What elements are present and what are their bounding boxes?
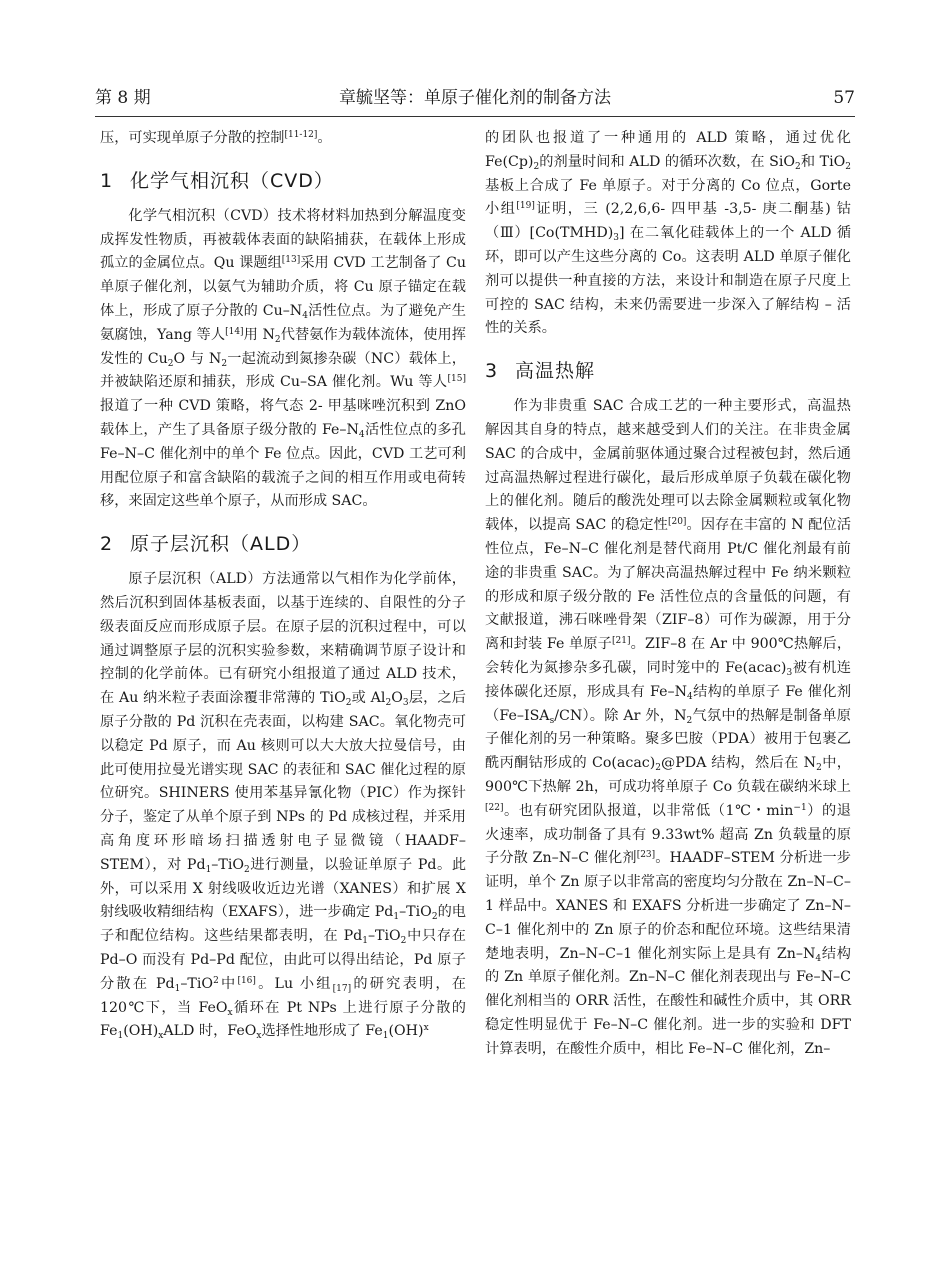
paragraph-ald-continued: 的团队也报道了一种通用的 ALD 策略，通过优化 $Fe(Cp)_2$的剂量时间和 ALD 的循环次数，在 SiO$_2$和 TiO$_2$基板上合成了 Fe 单原子。对于分离的 Co 位点，Gorte 小组[19]证明，三 (2,2,6,6- 四甲基 -3,5- 庚二酮基) 钴$(Ⅲ)[Co(TMHD)_3]$ 在二氧化硅载体上的一个 ALD 循环，即可以产生这些分离的 Co。这表明 ALD 单原子催化剂可以提供一种直接的方法，来设计和制造在原子尺度上可控的 SAC 结构，未来仍需要进一步深入了解结构 – 活性的关系。: [485, 130, 852, 337]
running-title: 章毓坚等：单原子催化剂的制备方法: [339, 88, 611, 108]
running-header: [95, 80, 855, 117]
section-heading-ald: 2 原子层沉积（ALD）: [100, 533, 312, 556]
issue-number: 第 8 期: [95, 88, 151, 108]
right-column: [485, 127, 851, 1061]
section-heading-pyrolysis: 3 高温热解: [485, 360, 596, 383]
section-heading-cvd: 1 化学气相沉积（CVD）: [100, 169, 334, 192]
paragraph-pyrolysis: 作为非贵重 SAC 合成工艺的一种主要形式，高温热解因其自身的特点，越来越受到人们的关注。在非贵金属 SAC 的合成中，金属前驱体通过聚合过程被包封，然后通过高温热解过程进行碳化，最后形成单原子负载在碳化物上的催化剂。随后的酸洗处理可以去除金属颗粒或氧化物载体，以提高 SAC 的稳定性[20]。因存在丰富的 N 配位活性位点，Fe–N–C 催化剂是替代商用 Pt/C 催化剂最有前途的非贵重 SAC。为了解决高温热解过程中 Fe 纳米颗粒的形成和原子级分散的 Fe 活性位点的含量低的问题，有文献报道，沸石咪唑骨架（ZIF–8）可作为碳源，用于分离和封装 Fe 单原子[21]。ZIF–8 在 Ar 中 900℃热解后，会转化为氮掺杂多孔碳，同时笼中的 $Fe(acac)_3$被有机连接体碳化还原，形成具有 $Fe-N_4$结构的单原子 Fe 催化剂$(Fe-ISA_s/CN)$。除 Ar 外，$N_2$气氛中的热解是制备单原子催化剂的另一种策略。聚多巴胺（PDA）被用于包裹乙酰丙酮钴形成的 $Co(acac)_2@PDA$ 结构，然后在 $N_2$中，900℃下热解 2h，可成功将单原子 Co 负载在碳纳米球上[22]。也有研究团队报道，以非常低（1℃・$\min^{-1}$）的退火速率，成功制备了具有 9.33wt% 超高 Zn 负载量的原子分散 Zn–N–C 催化剂[23]。HAADF–STEM 分析进一步证明，单个 Zn 原子以非常高的密度均匀分散在 Zn–N–C–1 样品中。XANES 和 EXAFS 分析进一步确定了 Zn–N–C–1 催化剂中的 Zn 原子的价态和配位环境。这些结果清楚地表明，Zn–N–C–1 催化剂实际上是具有 $Zn-N_4$结构的 Zn 单原子催化剂。Zn–N–C 催化剂表现出与 Fe–N–C 催化剂相当的 ORR 活性，在酸性和碱性介质中，其 ORR 稳定性明显优于 Fe–N–C 催化剂。进一步的实验和 DFT 计算表明，在酸性介质中，相比 Fe–N–C 催化剂，Zn–: [485, 398, 852, 1057]
left-column: [100, 127, 466, 1044]
paragraph-ald: 原子层沉积（ALD）方法通常以气相作为化学前体，然后沉积到固体基板表面，以基于连续的、自限性的分子级表面反应而形成原子层。在原子层的沉积过程中，可以通过调整原子层的沉积实验参数，来精确调节原子设计和控制的化学前体。已有研究小组报道了通过 ALD 技术，在 Au 纳米粒子表面涂覆非常薄的 TiO$_2$或 $Al_2O_3$层，之后原子分散的 Pd 沉积在壳表面，以构建 SAC。氧化物壳可以稳定 Pd 原子，而 Au 核则可以大大放大拉曼信号，由此可使用拉曼光谱实现 SAC 的表征和 SAC 催化过程的原位研究。SHINERS 使用苯基异氰化物（PIC）作为探针分子，鉴定了从单个原子到 NPs 的 Pd 成核过程，并采用高角度环形暗场扫描透射电子显微镜（HAADF–STEM），对 $Pd_1-TiO_2$进行测量，以验证单原子 Pd。此外，可以采用 X 射线吸收近边光谱（XANES）和扩展 X 射线吸收精细结构（EXAFS），进一步确定 $Pd_1-TiO_2$的电子和配位结构。这些结果都表明，在 $Pd_1-TiO_2$中只存在 Pd–O 而没有 Pd–Pd 配位，由此可以得出结论，Pd 原子分散在 $Pd_1-TiO^2$中[16]。Lu 小组$_{[17]}$的研究表明，在 120℃下，当 FeO$_x$循环在 Pt NPs 上进行原子分散的 $Fe_1(OH)_xALD$ 时，FeO$_x$选择性地形成了 $Fe_1(OH)^x$: [100, 571, 467, 1042]
paragraph-continued: 压，可实现单原子分散的控制[11-12]。: [100, 130, 332, 146]
page-number: 57: [833, 88, 855, 108]
paragraph-cvd: 化学气相沉积（CVD）技术将材料加热到分解温度变成挥发性物质，再被载体表面的缺陷捕获，在载体上形成孤立的金属位点。Qu 课题组[13]采用 CVD 工艺制备了 Cu 单原子催化剂，以氨气为辅助介质，将 Cu 原子锚定在载体上，形成了原子分散的 $Cu-N_4$活性位点。为了避免产生氨腐蚀，Yang 等人[14]用 $N_2$代替氨作为载体流体，使用挥发性的 $Cu_2O$ 与 $N_2$一起流动到氮掺杂碳（NC）载体上，并被缺陷还原和捕获，形成 Cu–SA 催化剂。Wu 等人[15]报道了一种 CVD 策略，将气态 2- 甲基咪唑沉积到 ZnO 载体上，产生了具备原子级分散的 $Fe-N_4$活性位点的多孔 Fe–N–C 催化剂中的单个 Fe 位点。因此，CVD 工艺可利用配位原子和富含缺陷的载流子之间的相互作用或电荷转移，来固定这些单个原子，从而形成 SAC。: [100, 207, 467, 510]
